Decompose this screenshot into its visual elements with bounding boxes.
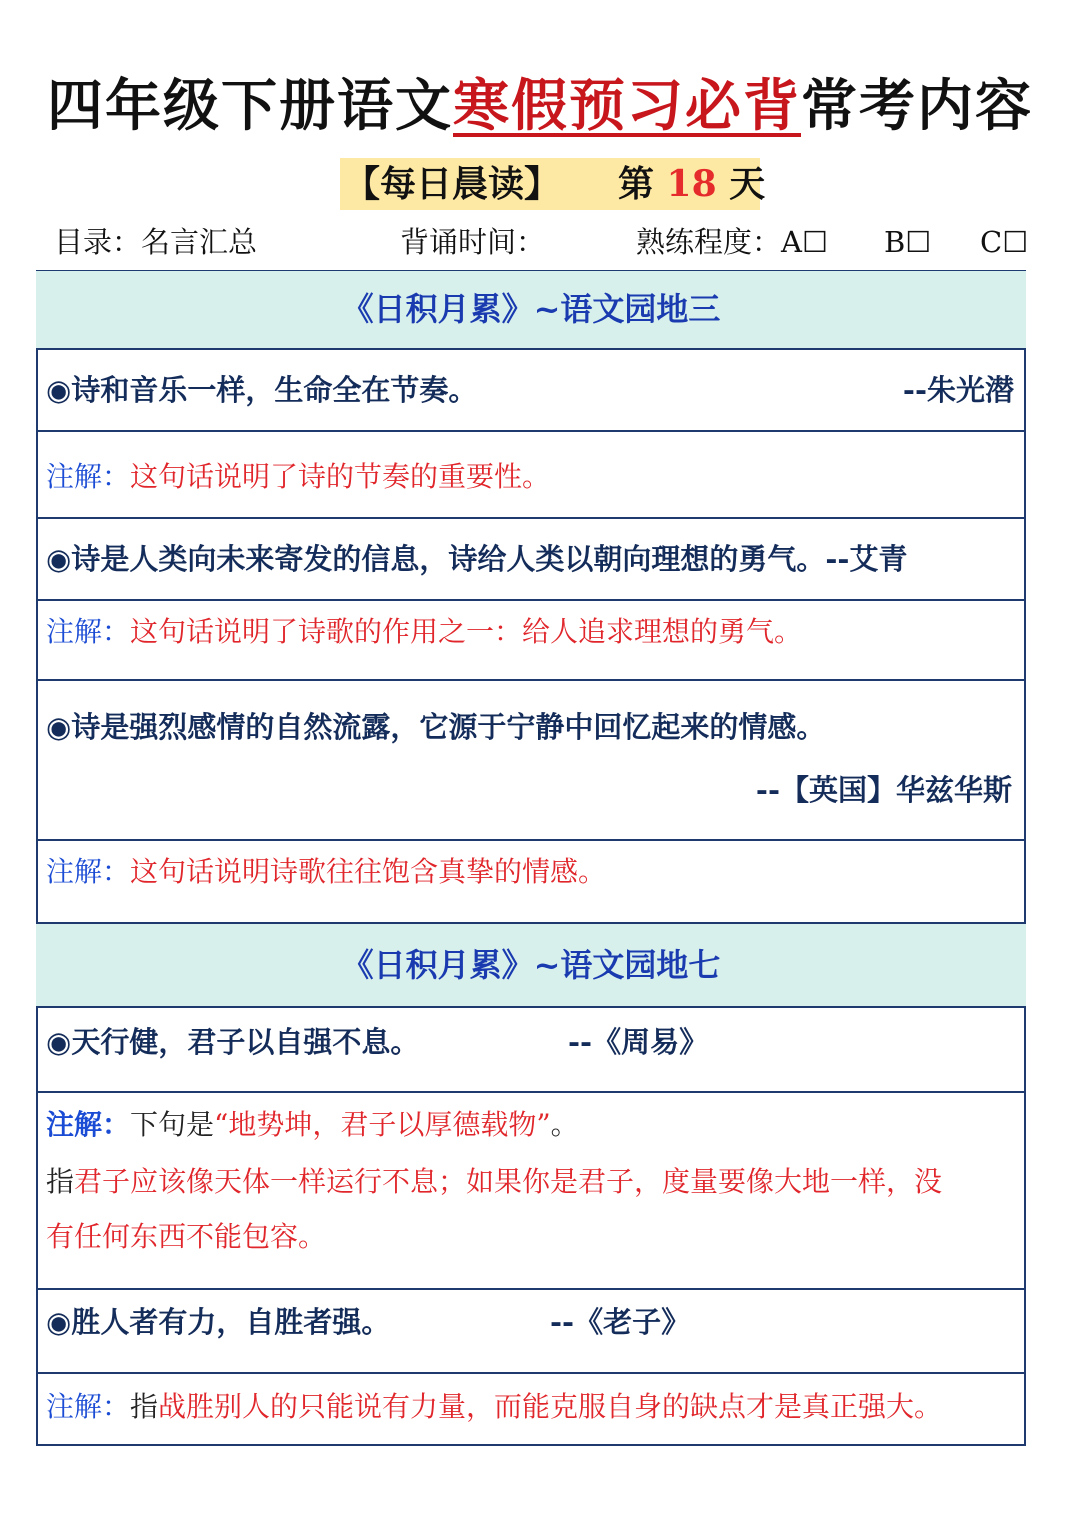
bullet-icon: ◉ bbox=[46, 373, 72, 407]
annotation-line: 有任何东西不能包容。 bbox=[46, 1220, 327, 1253]
annotation-text: 战胜别人的只能说有力量，而能克服自身的缺点才是真正强大。 bbox=[158, 1390, 943, 1423]
annotation-text: 这句话说明了诗歌的作用之一：给人追求理想的勇气。 bbox=[130, 615, 803, 648]
divider bbox=[36, 517, 1026, 519]
proficiency-label: 熟练程度：A☐ bbox=[636, 225, 828, 259]
section-heading-2: 《日积月累》~语文园地七 bbox=[36, 924, 1026, 1006]
annotation-end: 。 bbox=[550, 1108, 579, 1141]
annotation-line bbox=[46, 1160, 942, 1200]
quote-line: 胜人者有力，自胜者强。 bbox=[71, 1305, 391, 1339]
annotation-label: 注解： bbox=[46, 615, 131, 648]
annotation-text: 君子应该像天体一样运行不息；如果你是君子，度量要像大地一样，没 bbox=[74, 1165, 943, 1198]
quote-line: 诗是人类向未来寄发的信息，诗给人类以朝向理想的勇气。--艾青 bbox=[71, 542, 908, 576]
quote-author: --朱光潜 bbox=[902, 373, 1014, 407]
divider bbox=[36, 599, 1026, 601]
day-number: 18 bbox=[666, 163, 717, 205]
bullet-icon: ◉ bbox=[46, 1305, 72, 1339]
annotation bbox=[46, 610, 802, 650]
divider bbox=[36, 839, 1026, 841]
quote-text bbox=[46, 1300, 390, 1341]
divider bbox=[36, 679, 1026, 681]
catalog-label: 目录：名言汇总 bbox=[54, 225, 258, 259]
annotation bbox=[46, 1103, 579, 1143]
divider bbox=[36, 1372, 1026, 1374]
daily-reading-banner bbox=[340, 158, 766, 210]
annotation-label: 注解： bbox=[46, 1390, 131, 1423]
annotation bbox=[46, 455, 550, 495]
divider bbox=[36, 1288, 1026, 1290]
page-title bbox=[0, 62, 1080, 142]
recite-time-label: 背诵时间： bbox=[400, 225, 546, 259]
annotation-label: 注解： bbox=[46, 1108, 131, 1141]
divider bbox=[36, 430, 1026, 432]
annotation-quote: “地势坤，君子以厚德载物” bbox=[214, 1108, 551, 1141]
annotation-text: 这句话说明了诗的节奏的重要性。 bbox=[130, 460, 551, 493]
annotation-prefix: 下句是 bbox=[130, 1108, 215, 1141]
day-prefix: 第 bbox=[618, 163, 667, 205]
quote-line: 天行健，君子以自强不息。 bbox=[71, 1025, 420, 1059]
proficiency-option-c[interactable]: C☐ bbox=[980, 225, 1029, 259]
annotation-label: 注解： bbox=[46, 460, 131, 493]
divider bbox=[36, 1006, 1026, 1008]
annotation-prefix: 指 bbox=[130, 1390, 159, 1423]
annotation-text: 这句话说明诗歌往往饱含真挚的情感。 bbox=[130, 855, 607, 888]
title-part1: 四年级下册语文 bbox=[47, 73, 453, 139]
bullet-icon: ◉ bbox=[46, 1025, 72, 1059]
divider bbox=[36, 1091, 1026, 1093]
quote-line: 诗和音乐一样，生命全在节奏。 bbox=[71, 373, 478, 407]
day-counter bbox=[618, 158, 765, 210]
title-part2: 常考内容 bbox=[801, 73, 1033, 139]
quote-author: --《老子》 bbox=[550, 1305, 691, 1339]
annotation-prefix: 指 bbox=[46, 1165, 75, 1198]
divider bbox=[36, 348, 1026, 350]
title-highlight: 寒假预习必背 bbox=[453, 73, 801, 139]
bullet-icon: ◉ bbox=[46, 710, 72, 744]
annotation bbox=[46, 1385, 942, 1425]
daily-reading-tag: 【每日晨读】 bbox=[344, 163, 561, 205]
bullet-icon: ◉ bbox=[46, 542, 72, 576]
quote-author: --《周易》 bbox=[568, 1025, 709, 1059]
quote-text bbox=[46, 1020, 419, 1061]
quote-text bbox=[46, 705, 825, 746]
day-suffix: 天 bbox=[716, 163, 766, 205]
quote-text bbox=[46, 537, 907, 578]
annotation-label: 注解： bbox=[46, 855, 131, 888]
section-heading-1: 《日积月累》~语文园地三 bbox=[36, 271, 1026, 348]
quote-text bbox=[46, 368, 477, 409]
quote-author: --【英国】华兹华斯 bbox=[755, 773, 1012, 807]
proficiency-option-b[interactable]: B☐ bbox=[884, 225, 932, 259]
annotation bbox=[46, 850, 606, 890]
quote-line: 诗是强烈感情的自然流露，它源于宁静中回忆起来的情感。 bbox=[71, 710, 826, 744]
